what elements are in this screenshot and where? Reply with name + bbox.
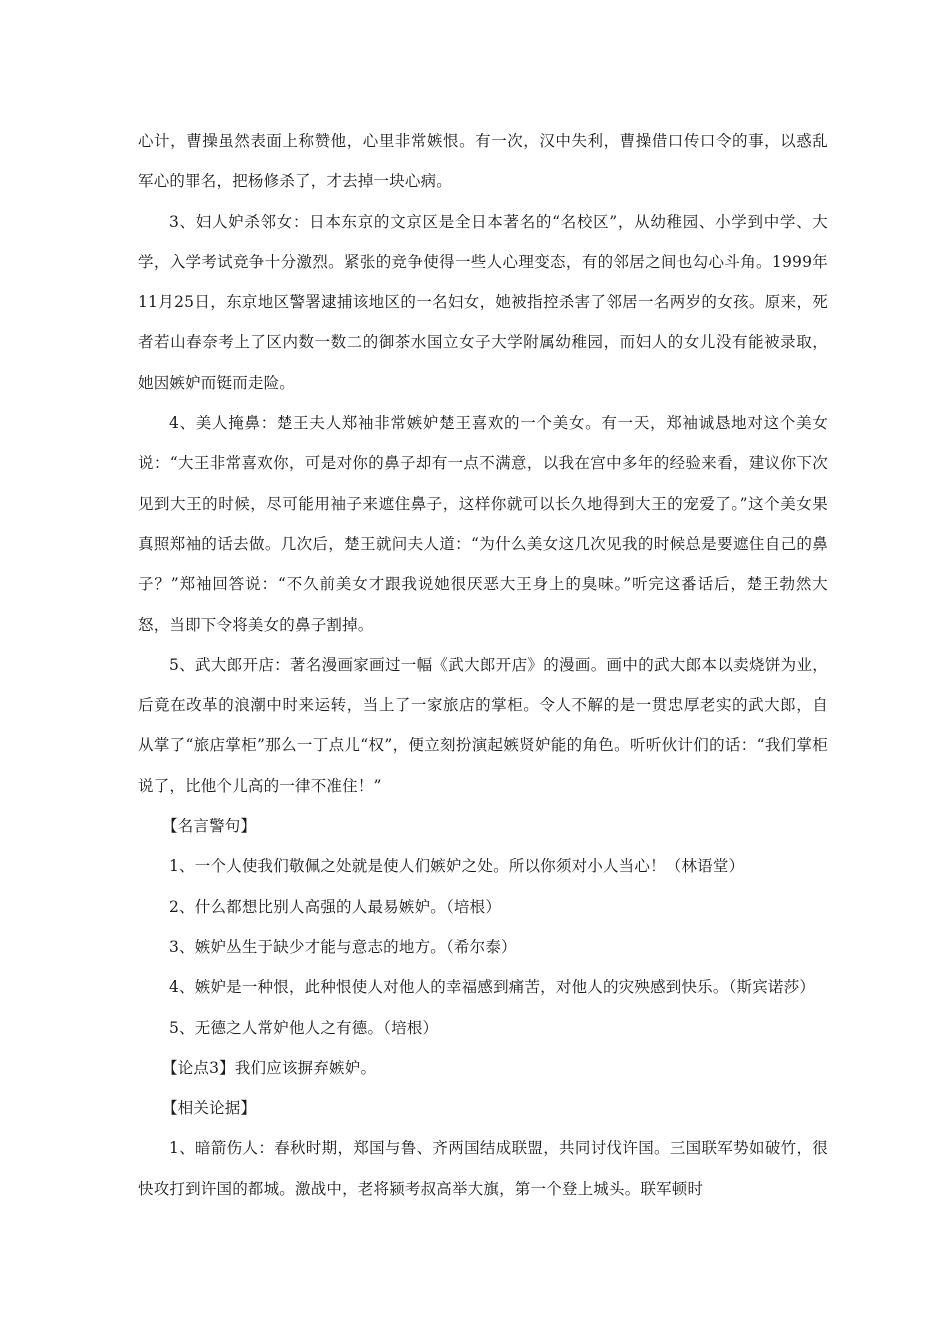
section-heading-argument-3: 【论点3】我们应该摒弃嫉妒。 [162, 1058, 377, 1077]
quote-item-1: 1、一个人使我们敬佩之处就是使人们嫉妒之处。所以你须对小人当心！（林语堂） [169, 857, 745, 876]
quote-item-5: 5、无德之人常妒他人之有德。（培根） [169, 1018, 439, 1037]
section-heading-evidence: 【相关论据】 [162, 1099, 257, 1118]
quote-item-2: 2、什么都想比别人高强的人最易嫉妒。（培根） [169, 897, 502, 916]
paragraph-example-5: 5、武大郎开店：著名漫画家画过一幅《武大郎开店》的漫画。画中的武大郎本以卖烧饼为业，后竟在改革的浪潮中时来运转，当上了一家旅店的掌柜。令人不解的是一贯忠厚老实的武大郎，自从掌了“旅店掌柜”那么一丁点儿“权”，便立刻扮演起嫉贤妒能的角色。听听伙计们的话：“我们掌柜说了，比他个儿高的一律不准住！” [138, 655, 828, 795]
section-heading-quotes: 【名言警句】 [162, 817, 257, 836]
document-body [138, 121, 828, 1209]
quote-item-4: 4、嫉妒是一种恨，此种恨使人对他人的幸福感到痛苦，对他人的灾殃感到快乐。（斯宾诺莎） [169, 978, 816, 997]
paragraph-evidence-1: 1、暗箭伤人：春秋时期，郑国与鲁、齐两国结成联盟，共同讨伐许国。三国联军势如破竹，很快攻打到许国的都城。激战中，老将颍考叔高举大旗，第一个登上城头。联军顿时 [138, 1139, 828, 1198]
paragraph-continuation: 心计，曹操虽然表面上称赞他，心里非常嫉恨。有一次，汉中失利，曹操借口传口令的事，以惑乱军心的罪名，把杨修杀了，才去掉一块心病。 [138, 132, 828, 191]
quote-item-3: 3、嫉妒丛生于缺少才能与意志的地方。（希尔泰） [169, 937, 517, 956]
paragraph-example-4: 4、美人掩鼻：楚王夫人郑袖非常嫉妒楚王喜欢的一个美女。有一天，郑袖诚恳地对这个美女说：“大王非常喜欢你，可是对你的鼻子却有一点不满意，以我在宫中多年的经验来看，建议你下次见到大王的时候，尽可能用袖子来遮住鼻子，这样你就可以长久地得到大王的宠爱了。”这个美女果真照郑袖的话去做。几次后，楚王就问夫人道：“为什么美女这几次见我的时候总是要遮住自己的鼻子？”郑袖回答说：“不久前美女才跟我说她很厌恶大王身上的臭味。”听完这番话后，楚王勃然大怒，当即下令将美女的鼻子割掉。 [138, 414, 828, 634]
paragraph-example-3: 3、妇人妒杀邻女：日本东京的文京区是全日本著名的“名校区”，从幼稚园、小学到中学、大学，入学考试竞争十分激烈。紧张的竞争使得一些人心理变态，有的邻居之间也勾心斗角。1999年11月25日，东京地区警署逮捕该地区的一名妇女，她被指控杀害了邻居一名两岁的女孩。原来，死者若山春奈考上了区内数一数二的御茶水国立女子大学附属幼稚园，而妇人的女儿没有能被录取，她因嫉妒而铤而走险。 [138, 212, 828, 392]
